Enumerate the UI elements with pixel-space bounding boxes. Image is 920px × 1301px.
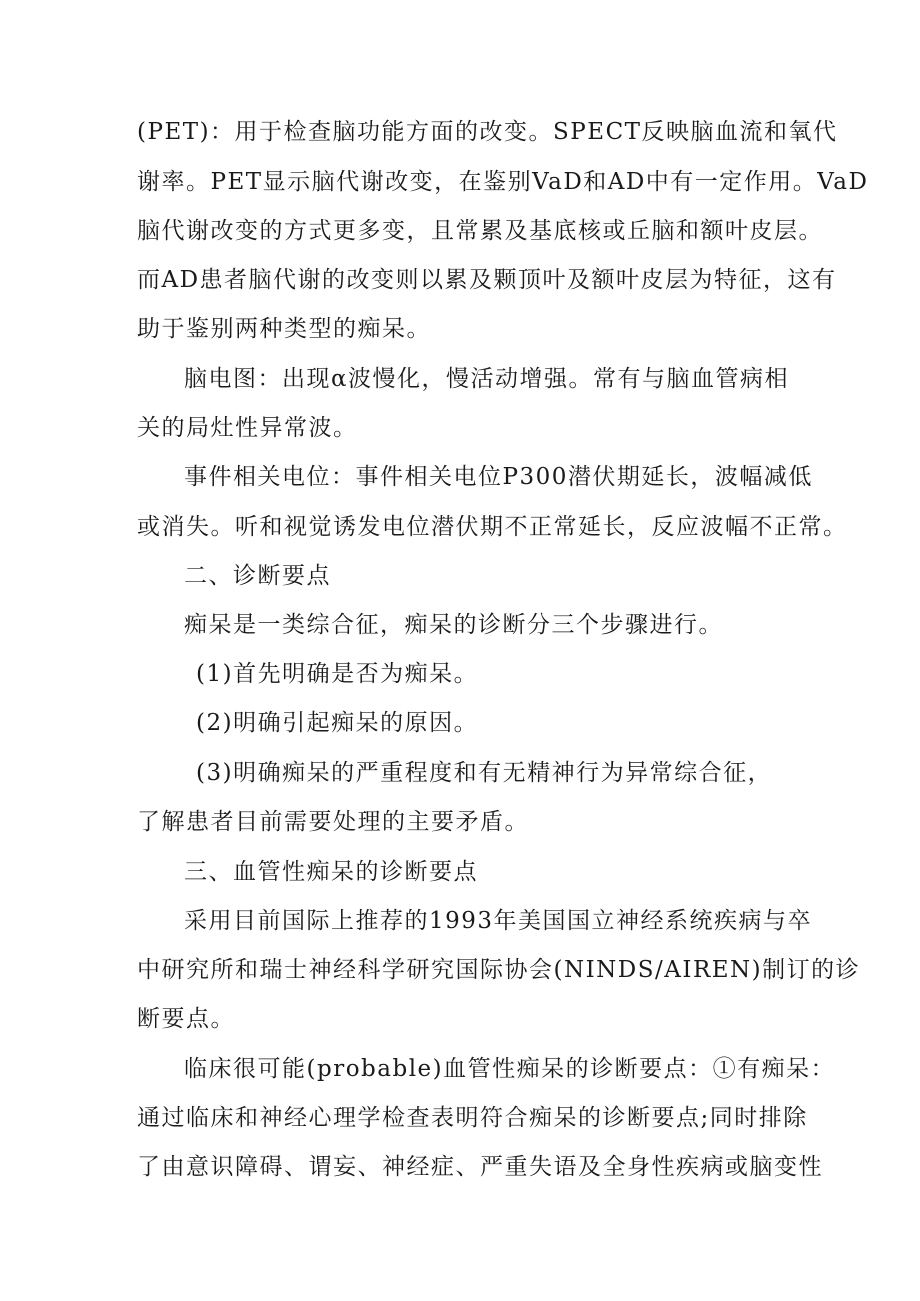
text-line: 临床很可能(probable)血管性痴呆的诊断要点：①有痴呆： (184, 1056, 836, 1082)
text-line: 了解患者目前需要处理的主要矛盾。 (137, 809, 529, 835)
text-line: 中研究所和瑞士神经科学研究国际协会(NINDS/AIREN)制订的诊 (137, 957, 861, 983)
section-heading: 二、诊断要点 (184, 563, 331, 589)
text-line: 通过临床和神经心理学检查表明符合痴呆的诊断要点;同时排除 (137, 1105, 808, 1131)
text-line: 关的局灶性异常波。 (137, 415, 358, 441)
text-line: 断要点。 (137, 1006, 235, 1032)
text-line: 谢率。PET显示脑代谢改变，在鉴别VaD和AD中有一定作用。VaD (137, 169, 869, 195)
text-line: 助于鉴别两种类型的痴呆。 (137, 316, 431, 342)
section-heading: 三、血管性痴呆的诊断要点 (184, 859, 478, 885)
text-line: 脑代谢改变的方式更多变，且常累及基底核或丘脑和额叶皮层。 (137, 218, 823, 244)
list-item: (2)明确引起痴呆的原因。 (196, 710, 479, 736)
text-line: (PET)：用于检查脑功能方面的改变。SPECT反映脑血流和氧代 (137, 119, 838, 145)
text-line: 事件相关电位：事件相关电位P300潜伏期延长，波幅减低 (184, 464, 813, 490)
text-line: 脑电图：出现α波慢化，慢活动增强。常有与脑血管病相 (184, 366, 790, 392)
text-line: 了由意识障碍、谓妄、神经症、严重失语及全身性疾病或脑变性 (137, 1154, 823, 1180)
text-line: 采用目前国际上推荐的1993年美国国立神经系统疾病与卒 (184, 908, 813, 934)
text-line: 痴呆是一类综合征，痴呆的诊断分三个步骤进行。 (184, 612, 723, 638)
list-item: (3)明确痴呆的严重程度和有无精神行为异常综合征， (196, 760, 773, 786)
text-line: 或消失。听和视觉诱发电位潜伏期不正常延长，反应波幅不正常。 (137, 514, 848, 540)
list-item: (1)首先明确是否为痴呆。 (196, 661, 479, 687)
text-line: 而AD患者脑代谢的改变则以累及颗顶叶及额叶皮层为特征，这有 (137, 267, 837, 293)
